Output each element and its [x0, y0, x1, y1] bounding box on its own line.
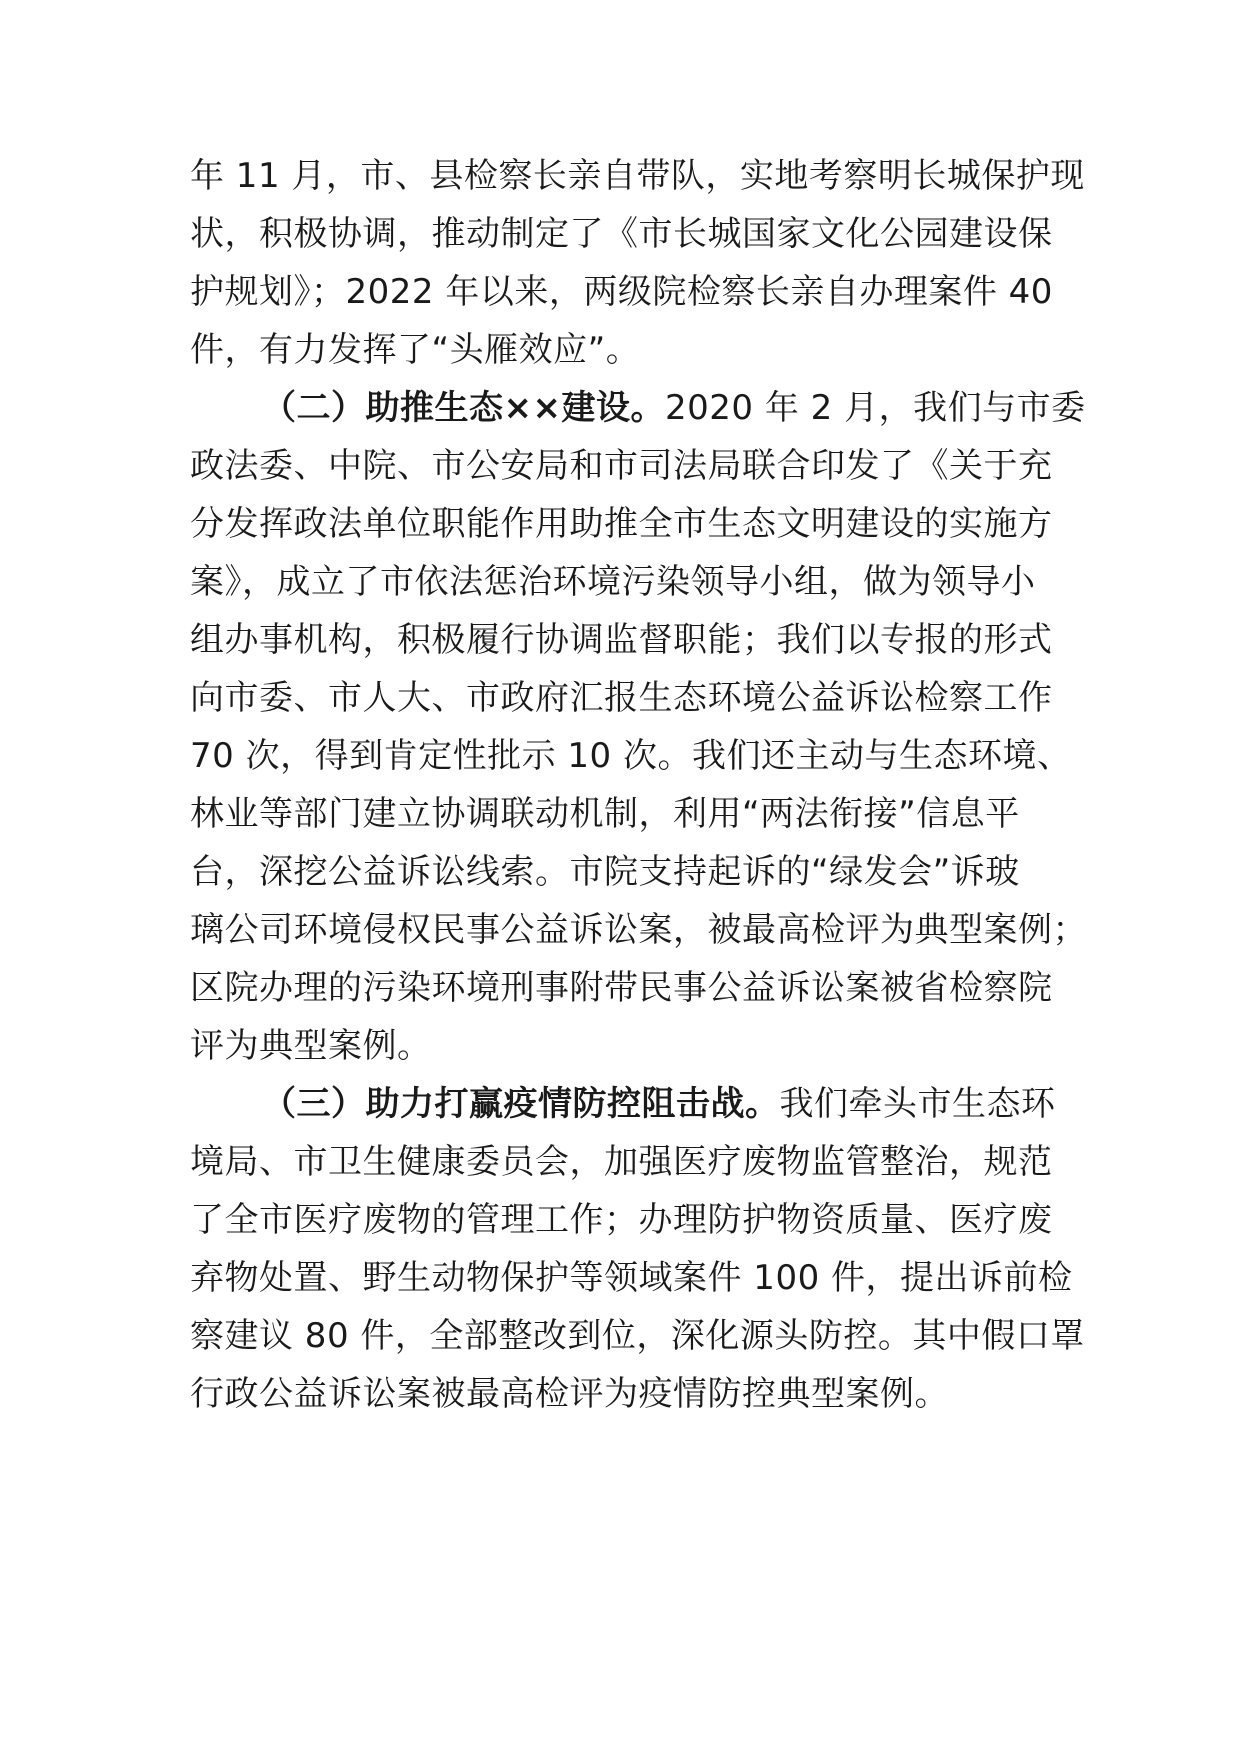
section-3-heading: （三）助力打赢疫情防控阻击战。: [262, 1084, 780, 1124]
section-2-first-line: [262, 388, 1086, 428]
section-2-first-line-text: 2020 年 2 月，我们与市委: [664, 388, 1086, 428]
section-2-line: 区院办理的污染环境刑事附带民事公益诉讼案被省检察院: [190, 968, 1053, 1008]
section-3-first-line-text: 我们牵头市生态环: [779, 1084, 1056, 1124]
section-2-line: 分发挥政法单位职能作用助推全市生态文明建设的实施方: [190, 504, 1053, 544]
section-2-line: 林业等部门建立协调联动机制，利用“两法衔接”信息平: [190, 794, 1020, 834]
section-2-line: 70 次，得到肯定性批示 10 次。我们还主动与生态环境、: [190, 736, 1072, 776]
section-3-line: 境局、市卫生健康委员会，加强医疗废物监管整治，规范: [190, 1142, 1053, 1182]
paragraph-1-line-3: 护规划》；2022 年以来，两级院检察长亲自办理案件 40: [190, 272, 1053, 312]
paragraph-1-line-4: 件，有力发挥了“头雁效应”。: [190, 330, 641, 370]
section-2-line: 台，深挖公益诉讼线索。市院支持起诉的“绿发会”诉玻: [190, 852, 1020, 892]
section-3-line: 察建议 80 件，全部整改到位，深化源头防控。其中假口罩: [190, 1316, 1085, 1356]
paragraph-1-line-2: 状，积极协调，推动制定了《市长城国家文化公园建设保: [190, 214, 1053, 254]
section-3-first-line: [262, 1084, 1056, 1124]
section-2-heading: （二）助推生态××建设。: [262, 388, 665, 428]
section-2-line: 组办事机构，积极履行协调监督职能；我们以专报的形式: [190, 620, 1053, 660]
section-3-line: 弃物处置、野生动物保护等领域案件 100 件，提出诉前检: [190, 1258, 1073, 1298]
section-2-line: 案》，成立了市依法惩治环境污染领导小组，做为领导小: [190, 562, 1036, 602]
section-2-line: 向市委、市人大、市政府汇报生态环境公益诉讼检察工作: [190, 678, 1053, 718]
paragraph-1-line-1: 年 11 月，市、县检察长亲自带队，实地考察明长城保护现: [190, 156, 1085, 196]
section-3-line: 了全市医疗废物的管理工作；办理防护物资质量、医疗废: [190, 1200, 1053, 1240]
section-2-line: 璃公司环境侵权民事公益诉讼案，被最高检评为典型案例；: [190, 910, 1087, 950]
section-3-line: 行政公益诉讼案被最高检评为疫情防控典型案例。: [190, 1374, 949, 1414]
section-2-line: 政法委、中院、市公安局和市司法局联合印发了《关于充: [190, 446, 1053, 486]
section-2-line: 评为典型案例。: [190, 1026, 432, 1066]
